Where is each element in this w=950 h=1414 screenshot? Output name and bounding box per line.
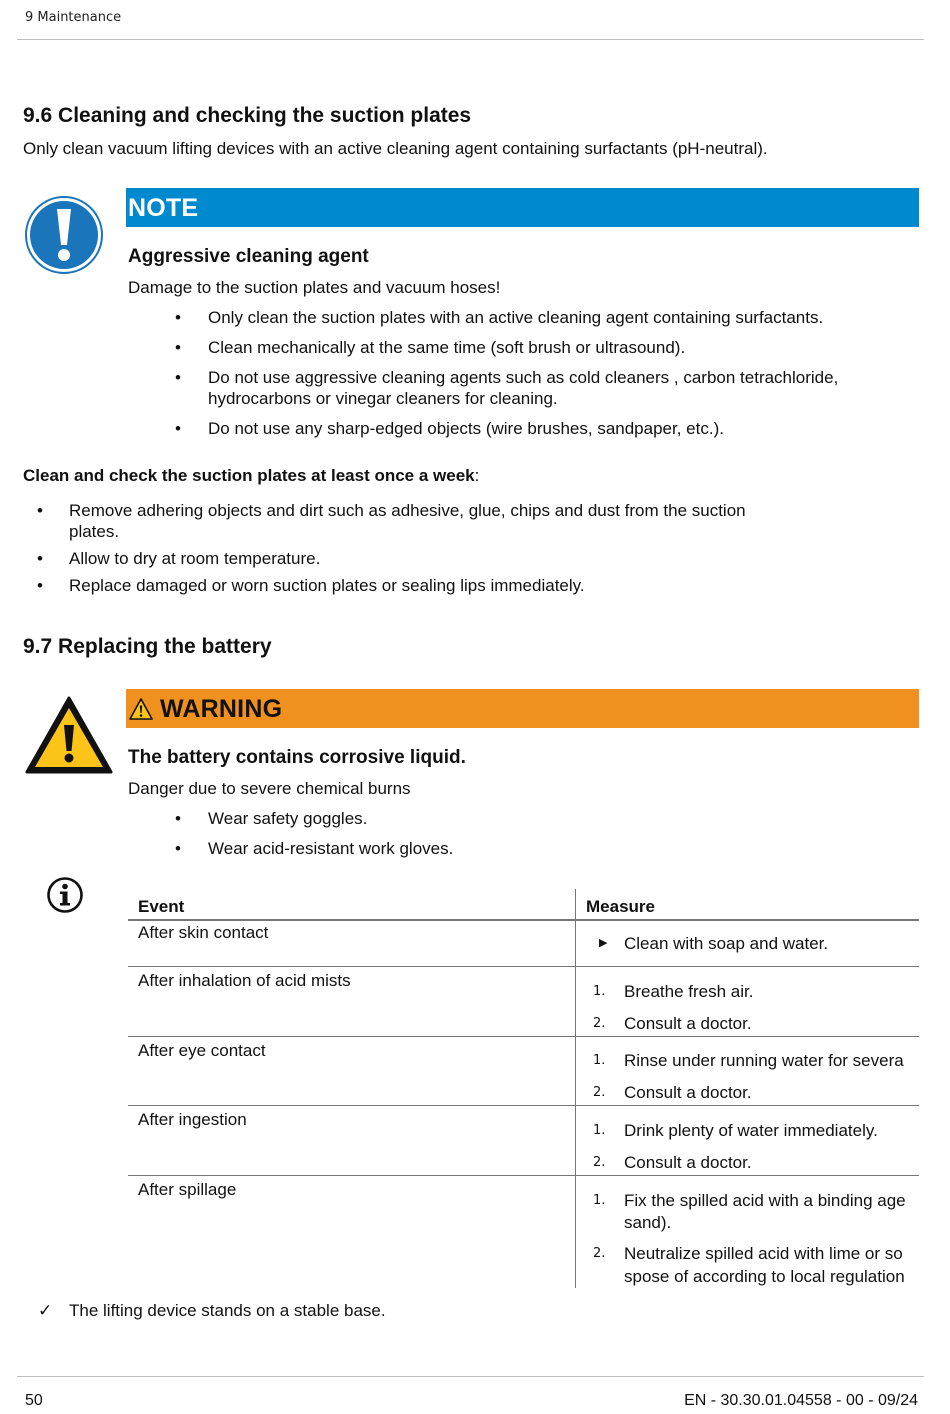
- row-divider: [128, 1105, 919, 1106]
- step-number: 1.: [593, 1053, 606, 1068]
- warning-bullet-list: [128, 808, 908, 868]
- note-banner: [126, 188, 919, 227]
- check-heading: [23, 465, 479, 486]
- check-heading-colon: :: [474, 466, 480, 485]
- row-divider: [128, 1036, 919, 1037]
- measure-cell: Consult a doctor.: [624, 1083, 752, 1102]
- footer-rule: [17, 1376, 924, 1377]
- event-cell: After inhalation of acid mists: [138, 971, 351, 990]
- event-cell: After skin contact: [138, 923, 269, 942]
- header-rule: [17, 39, 924, 40]
- list-item: • Only clean the suction plates with an active cleaning agent containing surfactants.: [128, 307, 908, 328]
- warning-text: Danger due to severe chemical burns: [128, 779, 411, 798]
- first-aid-table: [128, 889, 919, 1288]
- measure-cell: Neutralize spilled acid with lime or so: [624, 1244, 903, 1263]
- measure-cell: Drink plenty of water immediately.: [624, 1121, 878, 1140]
- check-list: [23, 500, 759, 602]
- result-text: The lifting device stands on a stable base.: [69, 1301, 386, 1320]
- step-number: 1.: [593, 984, 606, 999]
- list-item: • Do not use aggressive cleaning agents such as cold cleaners , carbon tetrachloride, hydrocarbons or vinegar cleaners for cleaning.: [128, 367, 908, 409]
- measure-cell: Consult a doctor.: [624, 1014, 752, 1033]
- note-bullet-list: [128, 307, 908, 448]
- step-number: 1.: [593, 1193, 606, 1208]
- list-item: • Remove adhering objects and dirt such as adhesive, glue, chips and dust from the suction plates.: [23, 500, 759, 542]
- step-number: 2.: [593, 1246, 606, 1261]
- column-divider: [575, 889, 576, 1288]
- section-96-intro: Only clean vacuum lifting devices with an active cleaning agent containing surfactants (pH-neutral).: [23, 139, 768, 158]
- step-number: 2.: [593, 1155, 606, 1170]
- warning-triangle-icon: [24, 695, 114, 775]
- event-cell: After spillage: [138, 1180, 237, 1199]
- measure-cell: Breathe fresh air.: [624, 982, 754, 1001]
- list-item: • Wear safety goggles.: [128, 808, 908, 829]
- measure-cell: spose of according to local regulation: [624, 1267, 905, 1286]
- exclamation-circle-icon: [24, 195, 104, 275]
- info-icon: [46, 876, 84, 914]
- running-header: 9 Maintenance: [25, 10, 122, 25]
- section-96-title: 9.6 Cleaning and checking the suction plates: [23, 104, 472, 127]
- page-number: 50: [25, 1392, 43, 1409]
- header-measure: Measure: [586, 897, 655, 916]
- list-item: • Do not use any sharp-edged objects (wire brushes, sandpaper, etc.).: [128, 418, 908, 439]
- arrow-bullet-icon: ▶: [599, 937, 608, 949]
- event-cell: After ingestion: [138, 1110, 247, 1129]
- step-number: 1.: [593, 1123, 606, 1138]
- document-code: EN - 30.30.01.04558 - 00 - 09/24: [684, 1392, 918, 1409]
- list-item: • Wear acid-resistant work gloves.: [128, 838, 908, 859]
- measure-cell: Fix the spilled acid with a binding age: [624, 1191, 906, 1210]
- step-number: 2.: [593, 1085, 606, 1100]
- row-divider: [128, 966, 919, 967]
- check-mark-icon: ✓: [38, 1301, 53, 1320]
- measure-cell: Consult a doctor.: [624, 1153, 752, 1172]
- measure-cell: sand).: [624, 1213, 672, 1232]
- check-heading-text: Clean and check the suction plates at least once a week: [23, 466, 475, 485]
- note-title: Aggressive cleaning agent: [128, 246, 369, 267]
- warning-title: The battery contains corrosive liquid.: [128, 747, 466, 768]
- measure-cell: Clean with soap and water.: [624, 934, 829, 953]
- list-item: • Clean mechanically at the same time (soft brush or ultrasound).: [128, 337, 908, 358]
- event-cell: After eye contact: [138, 1041, 266, 1060]
- header-divider: [128, 919, 919, 921]
- warning-small-icon: [129, 698, 153, 725]
- warning-banner: [126, 689, 919, 728]
- note-text: Damage to the suction plates and vacuum hoses!: [128, 278, 501, 297]
- warning-label: WARNING: [160, 695, 283, 723]
- list-item: • Replace damaged or worn suction plates or sealing lips immediately.: [23, 575, 759, 596]
- measure-cell: Rinse under running water for severa: [624, 1051, 904, 1070]
- header-event: Event: [138, 897, 185, 916]
- list-item: • Allow to dry at room temperature.: [23, 548, 759, 569]
- step-number: 2.: [593, 1016, 606, 1031]
- row-divider: [128, 1175, 919, 1176]
- section-97-title: 9.7 Replacing the battery: [23, 635, 272, 658]
- note-label: NOTE: [128, 194, 199, 222]
